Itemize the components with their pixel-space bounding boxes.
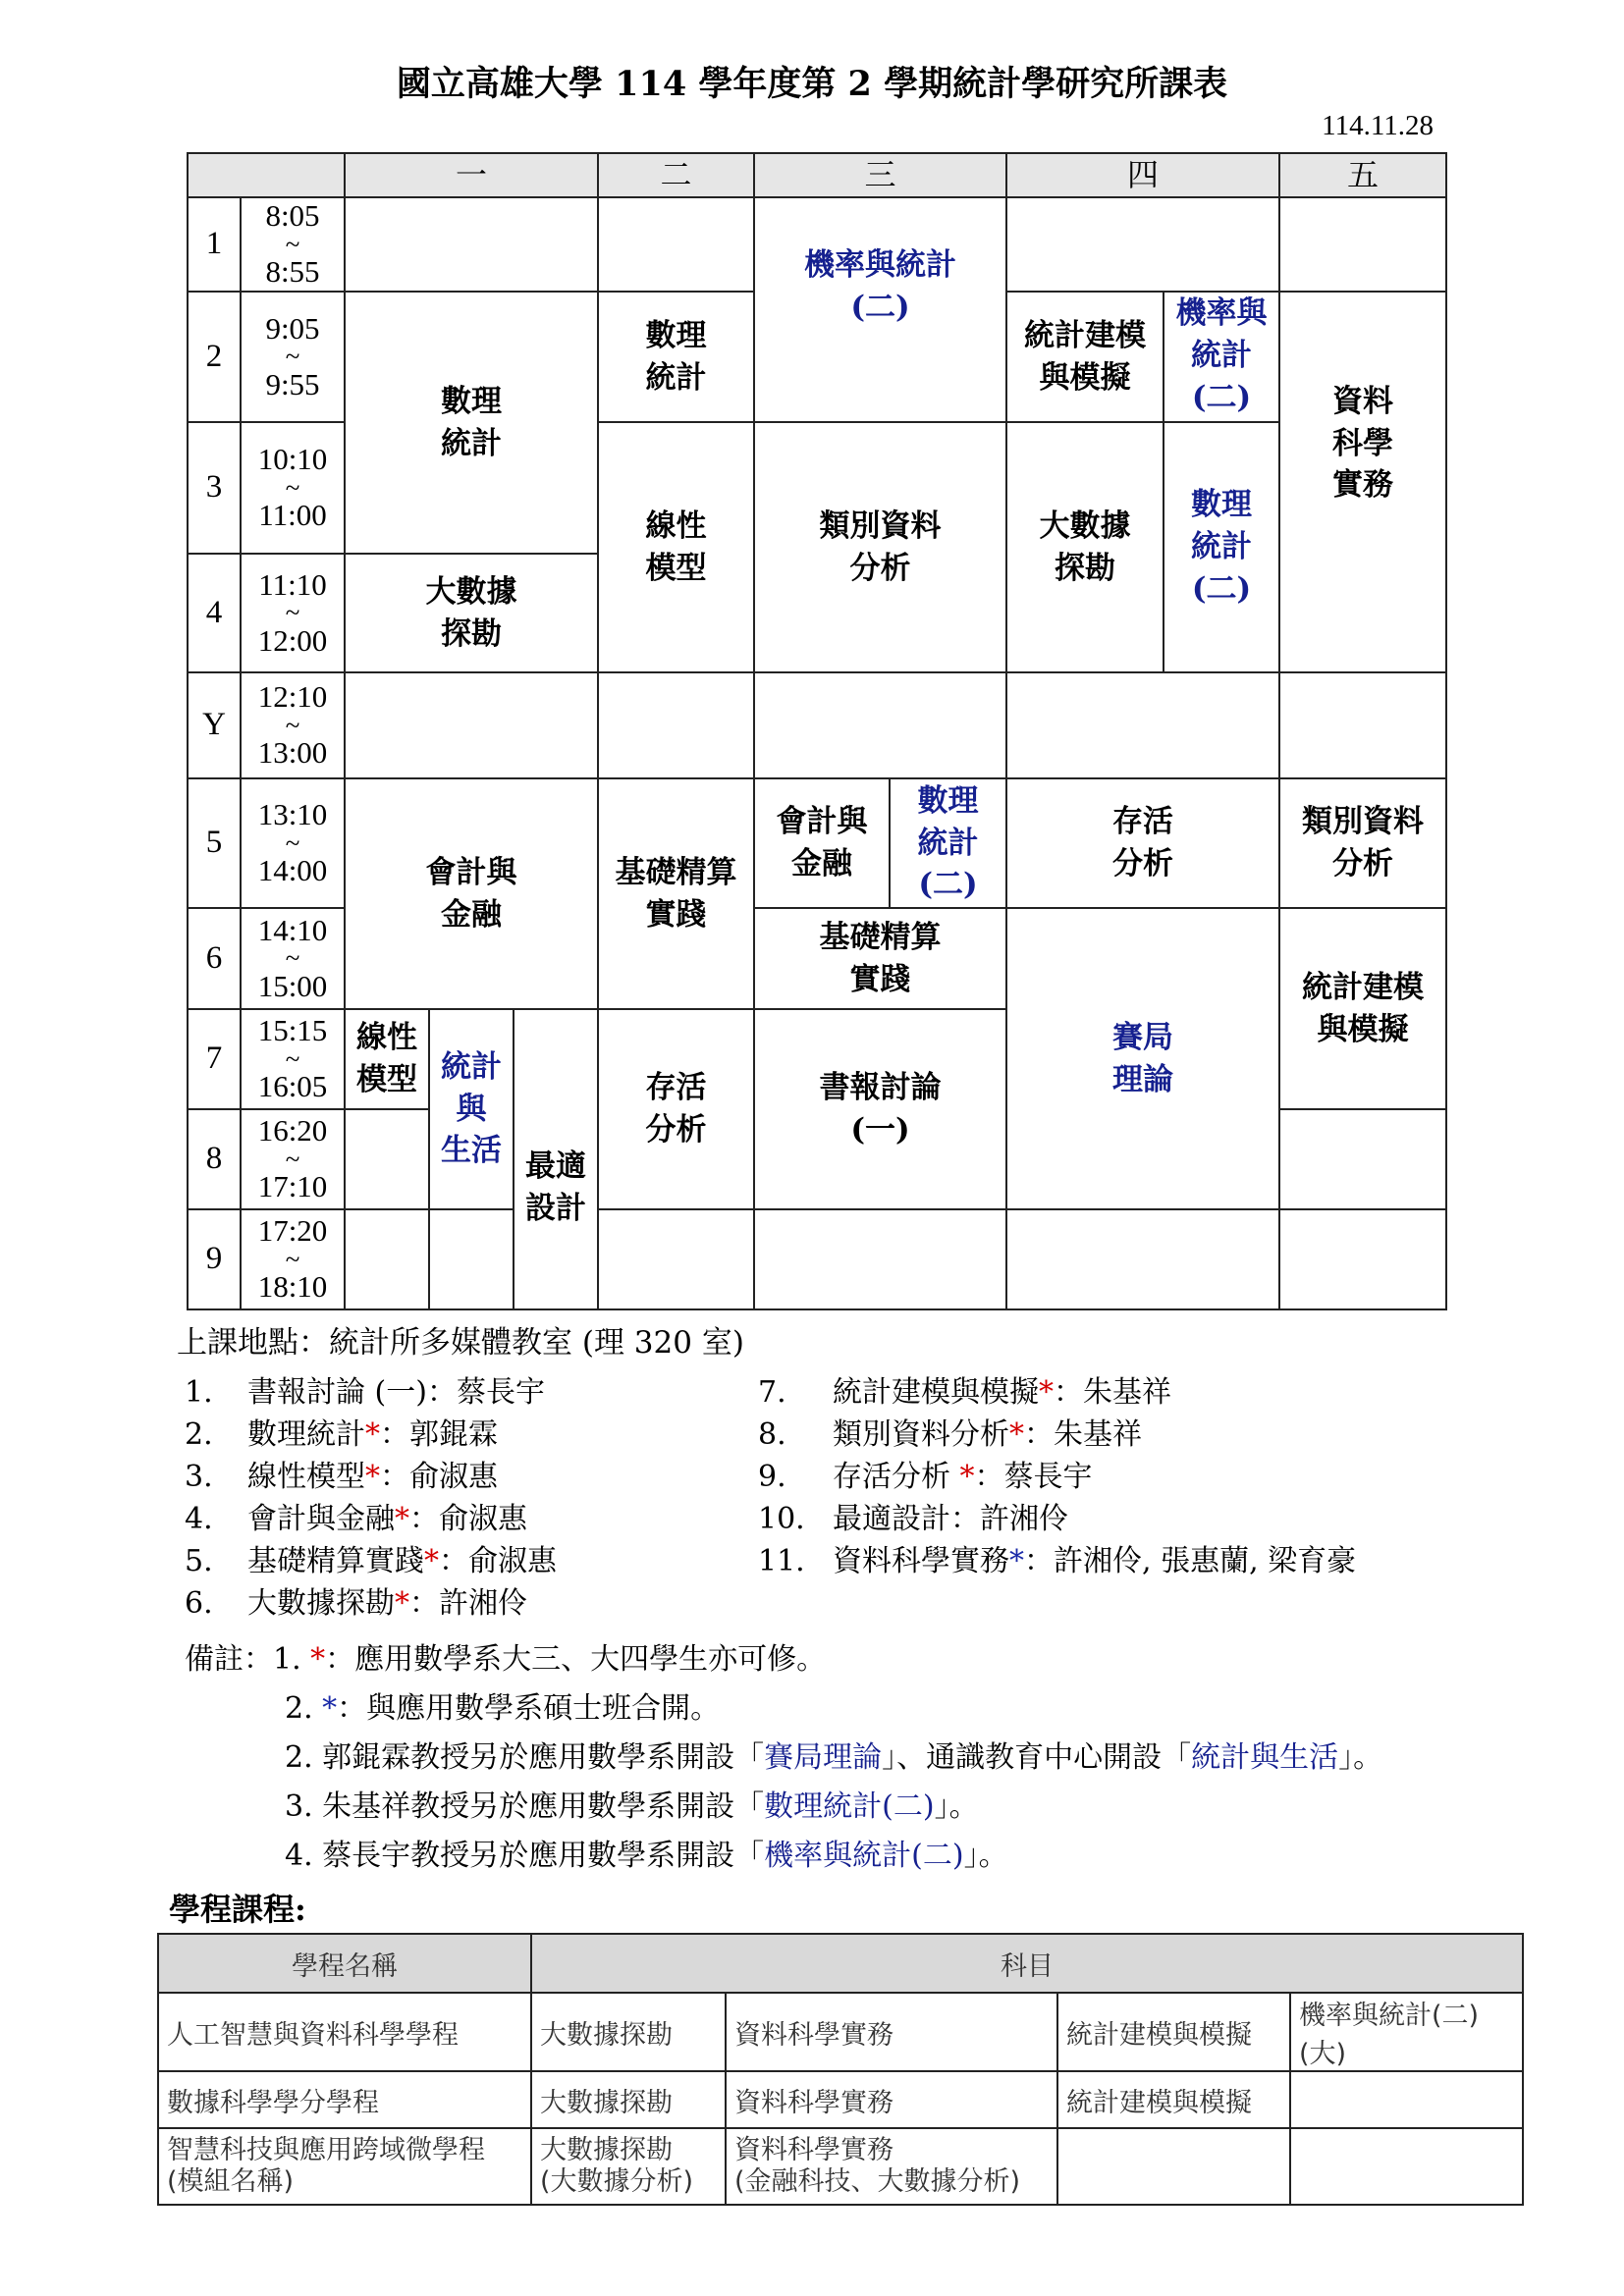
item-number: 9. [758, 1460, 786, 1494]
item-number: 2. [185, 1417, 213, 1452]
period-label: 1 [187, 196, 242, 293]
empty-slot [344, 671, 599, 779]
period-time: 11:10 ~ 12:00 [240, 553, 346, 673]
course-fri-modeling: 統計建模 與模擬 [1278, 907, 1447, 1110]
teacher-name: 許湘伶 [980, 1502, 1068, 1536]
period-time: 13:10 ~ 14:00 [240, 777, 346, 909]
teacher-name: 蔡長宇 [456, 1375, 545, 1410]
item-number: 1. [185, 1375, 213, 1410]
table-cell [1057, 2128, 1290, 2205]
star-mark: * [1009, 1417, 1024, 1452]
course-wed-prob-stat: 機率與統計 (二) [753, 196, 1007, 423]
course-thu-game: 賽局 理論 [1005, 907, 1280, 1210]
item-number: 5. [185, 1544, 213, 1578]
course-wed-accounting: 會計與 金融 [753, 777, 891, 909]
course-mon-linear: 線性 模型 [344, 1008, 430, 1110]
table-cell: 資料科學實務 [726, 1993, 1057, 2071]
empty-slot [344, 1108, 430, 1210]
course-tue-linear: 線性 模型 [597, 421, 755, 673]
period-label: 6 [187, 907, 242, 1010]
course-name: 最適設計 [833, 1502, 950, 1536]
instructor-item: 7. 統計建模與模擬*：朱基祥 [758, 1375, 1171, 1410]
note-line: 4. 蔡長宇教授另於應用數學系開設「機率與統計(二)」。 [285, 1839, 1008, 1873]
empty-slot [1005, 1208, 1280, 1310]
period-label: 4 [187, 553, 242, 673]
teacher-name: 俞淑惠 [439, 1502, 527, 1536]
note-line: 2. *：與應用數學系碩士班合開。 [285, 1691, 721, 1726]
instructor-item: 5. 基礎精算實踐*：俞淑惠 [185, 1544, 557, 1578]
course-thu-math-stat2: 數理 統計 (二) [1163, 421, 1280, 673]
table-cell [1290, 2071, 1523, 2128]
period-label: 8 [187, 1108, 242, 1210]
note-line: 3. 朱基祥教授另於應用數學系開設「數理統計(二)」。 [285, 1789, 979, 1824]
course-thu-survival: 存活 分析 [1005, 777, 1280, 909]
document-date: 114.11.28 [1322, 110, 1434, 141]
page-title: 國立高雄大學 114 學年度第 2 學期統計學研究所課表 [396, 64, 1228, 104]
period-time: 9:05 ~ 9:55 [240, 291, 346, 423]
item-number: 11. [758, 1544, 805, 1578]
instructor-item: 4. 會計與金融*：俞淑惠 [185, 1502, 527, 1536]
course-name: 統計建模與模擬 [833, 1375, 1039, 1410]
teacher-name: 許湘伶 [439, 1586, 527, 1621]
teacher-name: 俞淑惠 [409, 1460, 498, 1494]
empty-slot [344, 196, 599, 293]
table-cell [1290, 2128, 1523, 2205]
item-number: 7. [758, 1375, 786, 1410]
course-name: 存活分析 [833, 1460, 960, 1494]
period-label: Y [187, 671, 242, 779]
course-thu-modeling: 統計建模 與模擬 [1005, 291, 1164, 423]
course-name: 類別資料分析 [833, 1417, 1009, 1452]
period-time: 12:10 ~ 13:00 [240, 671, 346, 779]
table-cell: 人工智慧與資料科學學程 [158, 1993, 531, 2071]
empty-slot [1278, 1108, 1447, 1210]
star-mark: * [395, 1502, 409, 1536]
note-line: 2. 郭錕霖教授另於應用數學系開設「賽局理論」、通識教育中心開設「統計與生活」。 [285, 1740, 1383, 1775]
empty-slot [428, 1208, 514, 1310]
day-header-wed: 三 [753, 152, 1007, 198]
instructor-item: 8. 類別資料分析*：朱基祥 [758, 1417, 1142, 1452]
table-row [158, 2071, 1523, 2128]
table-row [158, 2128, 1523, 2205]
table-cell: 智慧科技與應用跨域微學程 (模組名稱) [158, 2128, 531, 2205]
course-name: 書報討論 (一) [247, 1375, 427, 1410]
column-header: 學程名稱 [158, 1934, 531, 1993]
note-course: 數理統計(二) [764, 1789, 935, 1824]
course-tue-actuarial: 基礎精算 實踐 [597, 777, 755, 1010]
period-label: 5 [187, 777, 242, 909]
programs-heading: 學程課程: [169, 1891, 306, 1928]
empty-slot [1278, 1208, 1447, 1310]
note-course: 統計與生活 [1191, 1740, 1339, 1775]
course-name: 數理統計 [247, 1417, 365, 1452]
teacher-name: 蔡長宇 [1003, 1460, 1093, 1494]
course-tue-math-stat: 數理 統計 [597, 291, 755, 423]
day-header-fri: 五 [1278, 152, 1447, 198]
instructor-item: 1. 書報討論 (一)：蔡長宇 [185, 1375, 545, 1410]
period-time: 15:15 ~ 16:05 [240, 1008, 346, 1110]
empty-slot [1278, 196, 1447, 293]
grid-corner [187, 152, 346, 198]
table-cell: 大數據探勘 [531, 2071, 726, 2128]
course-name: 大數據探勘 [247, 1586, 395, 1621]
course-fri-data-sci: 資料 科學 實務 [1278, 291, 1447, 673]
teacher-name: 俞淑惠 [468, 1544, 557, 1578]
course-thu-big-data: 大數據 探勘 [1005, 421, 1164, 673]
teacher-name: 郭錕霖 [409, 1417, 498, 1452]
period-label: 9 [187, 1208, 242, 1310]
period-time: 16:20 ~ 17:10 [240, 1108, 346, 1210]
empty-slot [1005, 196, 1280, 293]
instructor-item: 2. 數理統計*：郭錕霖 [185, 1417, 498, 1452]
note-course: 機率與統計(二) [764, 1839, 964, 1873]
course-tue-survival: 存活 分析 [597, 1008, 755, 1210]
empty-slot [597, 671, 755, 779]
period-label: 3 [187, 421, 242, 555]
note-course: 賽局理論 [764, 1740, 883, 1775]
teacher-name: 朱基祥 [1054, 1417, 1142, 1452]
table-cell: 資料科學實務 (金融科技、大數據分析) [726, 2128, 1057, 2205]
empty-slot [753, 671, 1007, 779]
item-number: 3. [185, 1460, 213, 1494]
empty-slot [1005, 671, 1280, 779]
course-wed-seminar: 書報討論 (一) [753, 1008, 1007, 1210]
period-time: 10:10 ~ 11:00 [240, 421, 346, 555]
teacher-name: 許湘伶, 張惠蘭, 梁育豪 [1054, 1544, 1357, 1578]
course-wed-math-stat2: 數理 統計 (二) [889, 777, 1007, 909]
table-cell: 資料科學實務 [726, 2071, 1057, 2128]
course-name: 資料科學實務 [833, 1544, 1009, 1578]
course-mon-big-data: 大數據 探勘 [344, 553, 599, 673]
course-name: 線性模型 [247, 1460, 365, 1494]
notes-label: 備註： [185, 1642, 273, 1677]
table-cell: 統計建模與模擬 [1057, 2071, 1290, 2128]
instructor-item: 11. 資料科學實務*：許湘伶, 張惠蘭, 梁育豪 [758, 1544, 1357, 1578]
course-mon-accounting: 會計與 金融 [344, 777, 599, 1010]
course-name: 會計與金融 [247, 1502, 395, 1536]
star-mark: * [310, 1642, 326, 1677]
class-location: 上課地點：統計所多媒體教室 (理 320 室) [177, 1325, 744, 1361]
course-mon-stat-life: 統計 與 生活 [428, 1008, 514, 1210]
empty-slot [597, 1208, 755, 1310]
column-header: 科目 [531, 1934, 1523, 1993]
item-number: 8. [758, 1417, 786, 1452]
course-mon-optimal: 最適 設計 [513, 1008, 599, 1310]
empty-slot [597, 196, 755, 293]
table-cell: 大數據探勘 [531, 1993, 726, 2071]
instructor-item: 3. 線性模型*：俞淑惠 [185, 1460, 498, 1494]
star-mark: * [365, 1417, 380, 1452]
day-header-tue: 二 [597, 152, 755, 198]
instructor-item: 6. 大數據探勘*：許湘伶 [185, 1586, 527, 1621]
course-wed-actuarial: 基礎精算 實踐 [753, 907, 1007, 1010]
star-mark: * [1009, 1544, 1024, 1578]
day-header-thu: 四 [1005, 152, 1280, 198]
period-time: 14:10 ~ 15:00 [240, 907, 346, 1010]
star-mark: * [1039, 1375, 1054, 1410]
table-header-row [158, 1934, 1523, 1993]
course-fri-categorical: 類別資料 分析 [1278, 777, 1447, 909]
course-mon-math-stat: 數理 統計 [344, 291, 599, 555]
empty-slot [753, 1208, 1007, 1310]
instructor-item: 9. 存活分析 *：蔡長宇 [758, 1460, 1093, 1494]
period-time: 8:05 ~ 8:55 [240, 196, 346, 293]
table-cell: 機率與統計(二)(大) [1290, 1993, 1523, 2071]
empty-slot [344, 1208, 430, 1310]
course-wed-categorical: 類別資料 分析 [753, 421, 1007, 673]
period-label: 2 [187, 291, 242, 423]
star-mark: * [395, 1586, 409, 1621]
course-name: 基礎精算實踐 [247, 1544, 424, 1578]
table-cell: 數據科學學分學程 [158, 2071, 531, 2128]
teacher-name: 朱基祥 [1083, 1375, 1171, 1410]
period-time: 17:20 ~ 18:10 [240, 1208, 346, 1310]
empty-slot [1278, 671, 1447, 779]
star-mark: * [959, 1460, 975, 1494]
item-number: 6. [185, 1586, 213, 1621]
table-row [158, 1993, 1523, 2071]
item-number: 4. [185, 1502, 213, 1536]
table-cell: 統計建模與模擬 [1057, 1993, 1290, 2071]
program-table [157, 1933, 1524, 2206]
item-number: 10. [758, 1502, 805, 1536]
star-mark: * [322, 1691, 338, 1726]
note-line: 備註：1. *：應用數學系大三、大四學生亦可修。 [185, 1642, 827, 1677]
period-label: 7 [187, 1008, 242, 1110]
star-mark: * [365, 1460, 380, 1494]
day-header-mon: 一 [344, 152, 599, 198]
course-thu-prob-stat2: 機率與 統計 (二) [1163, 291, 1280, 423]
instructor-item: 10. 最適設計：許湘伶 [758, 1502, 1068, 1536]
table-cell: 大數據探勘 (大數據分析) [531, 2128, 726, 2205]
star-mark: * [424, 1544, 439, 1578]
